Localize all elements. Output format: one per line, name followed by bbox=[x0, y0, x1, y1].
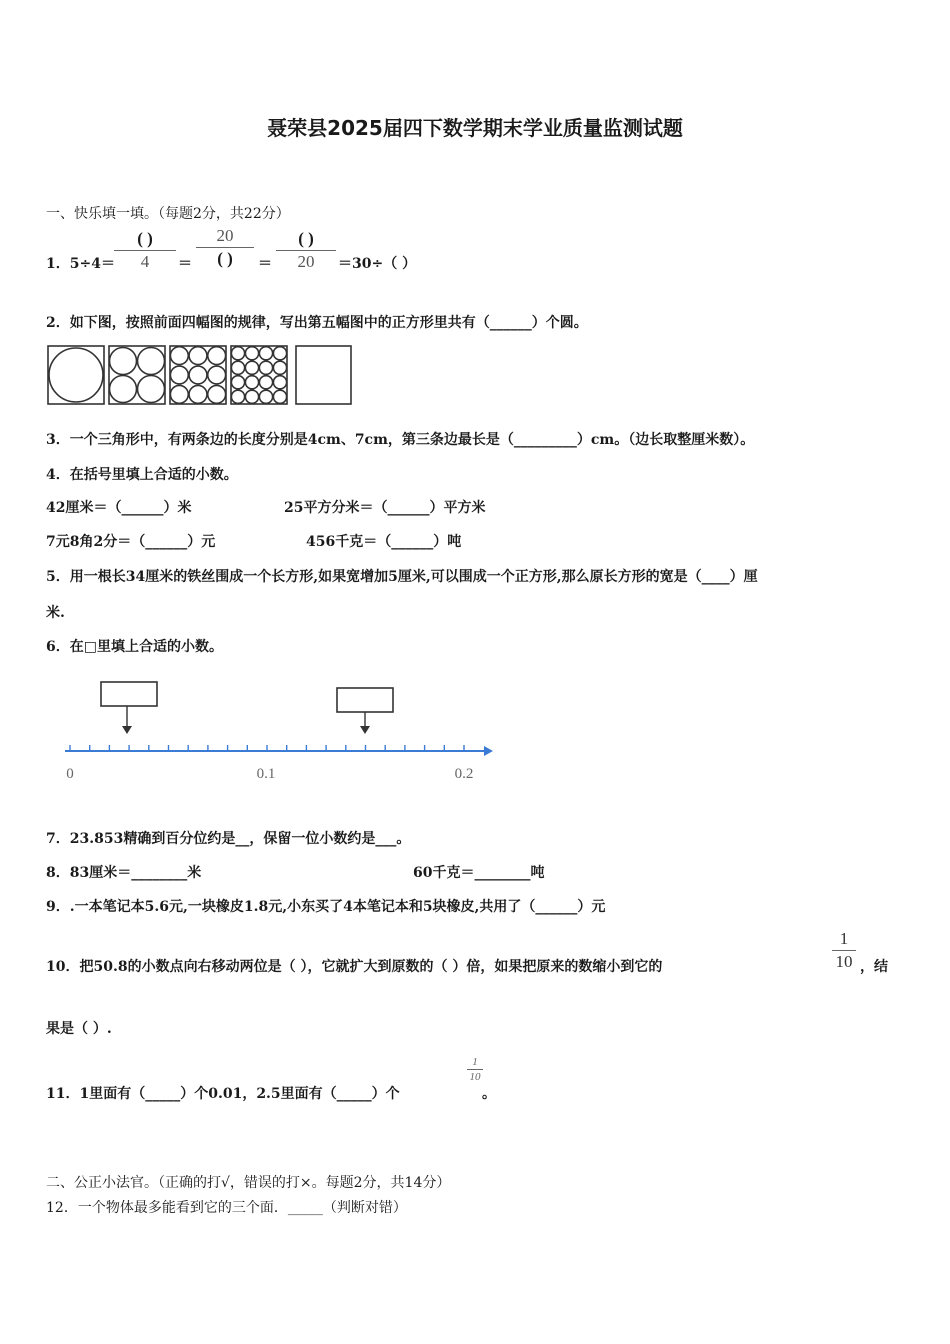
grid-circle bbox=[259, 376, 272, 389]
arrow-2-head bbox=[360, 726, 370, 734]
grid-circle bbox=[208, 347, 226, 365]
grid-circle bbox=[231, 376, 244, 389]
grid-circle bbox=[245, 347, 258, 360]
q1-fraction-1-den: 4 bbox=[140, 252, 150, 271]
q1-fraction-2-den: ( ) bbox=[217, 249, 233, 268]
q1-fraction-3-num: ( ) bbox=[298, 229, 314, 248]
answer-box-2 bbox=[337, 688, 393, 712]
grid-circle bbox=[273, 390, 286, 403]
square-1 bbox=[48, 346, 104, 404]
label-0-1: 0.1 bbox=[256, 766, 276, 782]
grid-circle bbox=[273, 376, 286, 389]
q3-text: 3．一个三角形中，有两条边的长度分别是4cm、7cm，第三条边最长是（_________）cm。（边长取整厘米数）。 bbox=[46, 432, 755, 448]
q11-fraction-num: 1 bbox=[472, 1056, 478, 1068]
grid-circle bbox=[259, 347, 272, 360]
q5-line-2: 米. bbox=[46, 605, 65, 621]
grid-circle bbox=[231, 390, 244, 403]
grid-circle bbox=[245, 376, 258, 389]
square-5-empty bbox=[296, 346, 351, 404]
grid-circle bbox=[273, 361, 286, 374]
section-2-heading: 二、公正小法官。（正确的打√，错误的打×。每题2分，共14分） bbox=[46, 1175, 451, 1191]
q1-fraction-1-num: ( ) bbox=[137, 229, 153, 248]
label-0-2: 0.2 bbox=[454, 766, 474, 782]
q7-text: 7．23.853精确到百分位约是__，保留一位小数约是___。 bbox=[46, 831, 411, 847]
q10-line-2: 果是（ ）. bbox=[46, 1021, 112, 1037]
grid-circle bbox=[273, 347, 286, 360]
grid-circle bbox=[189, 385, 207, 403]
q1-tail: ＝30÷（ ） bbox=[338, 256, 417, 272]
q11-fraction bbox=[467, 1056, 483, 1083]
answer-box-1 bbox=[101, 682, 157, 706]
q4-item-c: 7元8角2分＝（______）元 bbox=[46, 534, 216, 550]
q1-fraction-2 bbox=[196, 226, 254, 269]
grid-circle bbox=[189, 347, 207, 365]
circles-pattern-figure bbox=[46, 344, 356, 406]
arrow-1-head bbox=[122, 726, 132, 734]
square-2 bbox=[109, 346, 165, 404]
q1-fraction-2-num: 20 bbox=[216, 226, 234, 245]
grid-circle bbox=[231, 347, 244, 360]
q12-text: 12．一个物体最多能看到它的三个面．_____（判断对错） bbox=[46, 1200, 407, 1216]
q11-text: 11．1里面有（_____）个0.01，2.5里面有（_____）个 bbox=[46, 1086, 400, 1102]
q10-after: ，结 bbox=[860, 959, 888, 975]
grid-circle bbox=[170, 385, 188, 403]
q1-fraction-1 bbox=[114, 229, 176, 272]
grid-circle bbox=[208, 366, 226, 384]
q9-text: 9．.一本笔记本5.6元,一块橡皮1.8元,小东买了4本笔记本和5块橡皮,共用了（______）元 bbox=[46, 899, 606, 915]
q4-item-a: 42厘米＝（______）米 bbox=[46, 500, 192, 516]
q4-item-d: 456千克＝（______）吨 bbox=[306, 534, 462, 550]
grid-circle bbox=[208, 385, 226, 403]
number-line-figure bbox=[56, 676, 506, 788]
square-1-circle bbox=[49, 348, 103, 402]
grid-circle bbox=[189, 366, 207, 384]
section-1-heading: 一、快乐填一填。（每题2分，共22分） bbox=[46, 206, 290, 222]
q11-end: 。 bbox=[482, 1086, 496, 1102]
grid-circle bbox=[259, 361, 272, 374]
q8-item-b: 60千克＝________吨 bbox=[413, 865, 545, 881]
q4-item-b: 25平方分米＝（______）平方米 bbox=[284, 500, 486, 516]
square-3 bbox=[170, 346, 226, 404]
q1-equals-1: ＝ bbox=[178, 256, 192, 272]
q10-text: 10．把50.8的小数点向右移动两位是（ ），它就扩大到原数的（ ）倍，如果把原来的数缩小到它的 bbox=[46, 959, 663, 975]
label-0: 0 bbox=[66, 766, 74, 782]
grid-circle bbox=[231, 361, 244, 374]
q11-fraction-den: 10 bbox=[469, 1071, 481, 1083]
q2-text: 2．如下图，按照前面四幅图的规律，写出第五幅图中的正方形里共有（______）个圆。 bbox=[46, 315, 588, 331]
grid-circle bbox=[259, 390, 272, 403]
q1-equals-2: ＝ bbox=[258, 256, 272, 272]
q5-line-1: 5．用一根长34厘米的铁丝围成一个长方形,如果宽增加5厘米,可以围成一个正方形,那么原长方形的宽是（____）厘 bbox=[46, 569, 758, 585]
number-line-arrow bbox=[484, 746, 493, 756]
q4-text: 4．在括号里填上合适的小数。 bbox=[46, 467, 238, 483]
q8-item-a: 8．83厘米＝________米 bbox=[46, 865, 202, 881]
grid-circle bbox=[170, 366, 188, 384]
q1-fraction-3 bbox=[276, 229, 336, 272]
grid-circle bbox=[245, 361, 258, 374]
page-title: 聂荣县2025届四下数学期末学业质量监测试题 bbox=[267, 116, 683, 140]
grid-circle bbox=[245, 390, 258, 403]
q10-fraction bbox=[832, 929, 856, 972]
q1-lead: 1．5÷4＝ bbox=[46, 256, 115, 272]
q10-fraction-num: 1 bbox=[839, 929, 849, 948]
q1-fraction-3-den: 20 bbox=[297, 252, 315, 271]
q6-text: 6．在□里填上合适的小数。 bbox=[46, 639, 223, 655]
grid-circle bbox=[170, 347, 188, 365]
q10-fraction-den: 10 bbox=[835, 952, 853, 971]
